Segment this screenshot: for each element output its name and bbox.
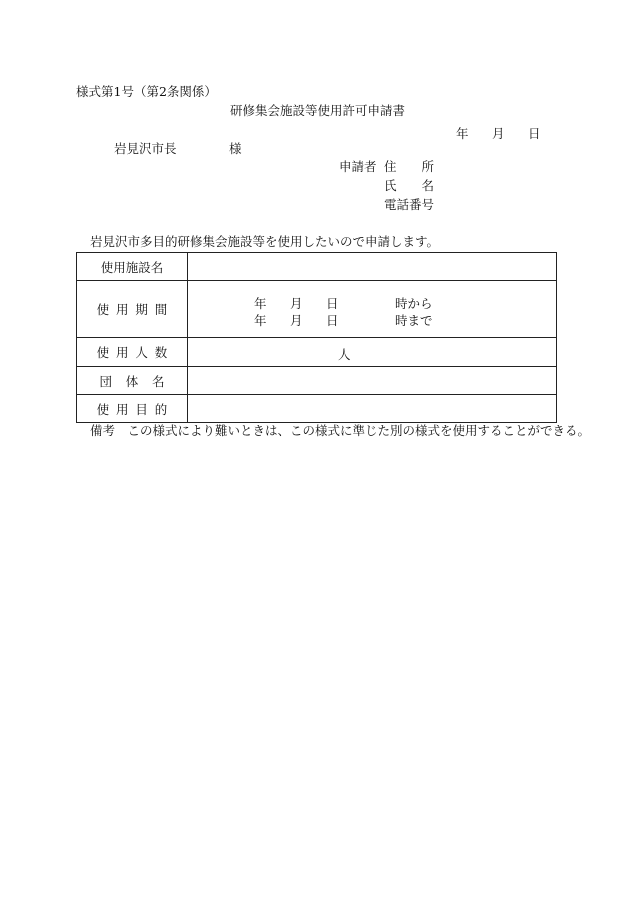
period-to-time: 時まで (395, 313, 433, 328)
count-label: 使用人数 (77, 338, 188, 367)
period-to-month: 月 (290, 313, 303, 328)
applicant-address-label: 住 所 (384, 159, 435, 174)
period-label: 使用期間 (77, 281, 188, 338)
count-input[interactable] (188, 338, 557, 367)
table-row (77, 338, 557, 367)
note-text: 備考 この様式により難いときは、この様式に準じた別の様式を使用することができる。 (90, 423, 591, 438)
purpose-label: 使用目的 (77, 395, 188, 423)
period-from-month: 月 (290, 296, 303, 311)
period-to-day: 日 (326, 313, 339, 328)
table-row (77, 395, 557, 423)
date-year: 年 (456, 126, 469, 141)
applicant-label: 申請者 (339, 159, 377, 174)
table-row (77, 367, 557, 395)
addressee-honorific: 様 (229, 141, 242, 156)
application-table (76, 252, 557, 423)
period-from-day: 日 (326, 296, 339, 311)
facility-input[interactable] (188, 253, 557, 281)
group-label: 団体名 (77, 367, 188, 395)
period-input[interactable] (188, 281, 557, 338)
date-day: 日 (528, 126, 541, 141)
period-to-year: 年 (254, 313, 267, 328)
table-row (77, 281, 557, 338)
applicant-name-label: 氏 名 (384, 178, 435, 193)
facility-label: 使用施設名 (77, 253, 188, 281)
intro-text: 岩見沢市多目的研修集会施設等を使用したいので申請します。 (90, 234, 440, 249)
form-number: 様式第1号（第2条関係） (76, 84, 217, 99)
applicant-phone-label: 電話番号 (384, 197, 435, 212)
purpose-input[interactable] (188, 395, 557, 423)
group-input[interactable] (188, 367, 557, 395)
table-row (77, 253, 557, 281)
count-unit: 人 (338, 347, 351, 362)
period-from-time: 時から (395, 296, 433, 311)
period-from-year: 年 (254, 296, 267, 311)
date-month: 月 (492, 126, 505, 141)
addressee-name: 岩見沢市長 (114, 141, 177, 156)
form-title: 研修集会施設等使用許可申請書 (230, 103, 406, 118)
